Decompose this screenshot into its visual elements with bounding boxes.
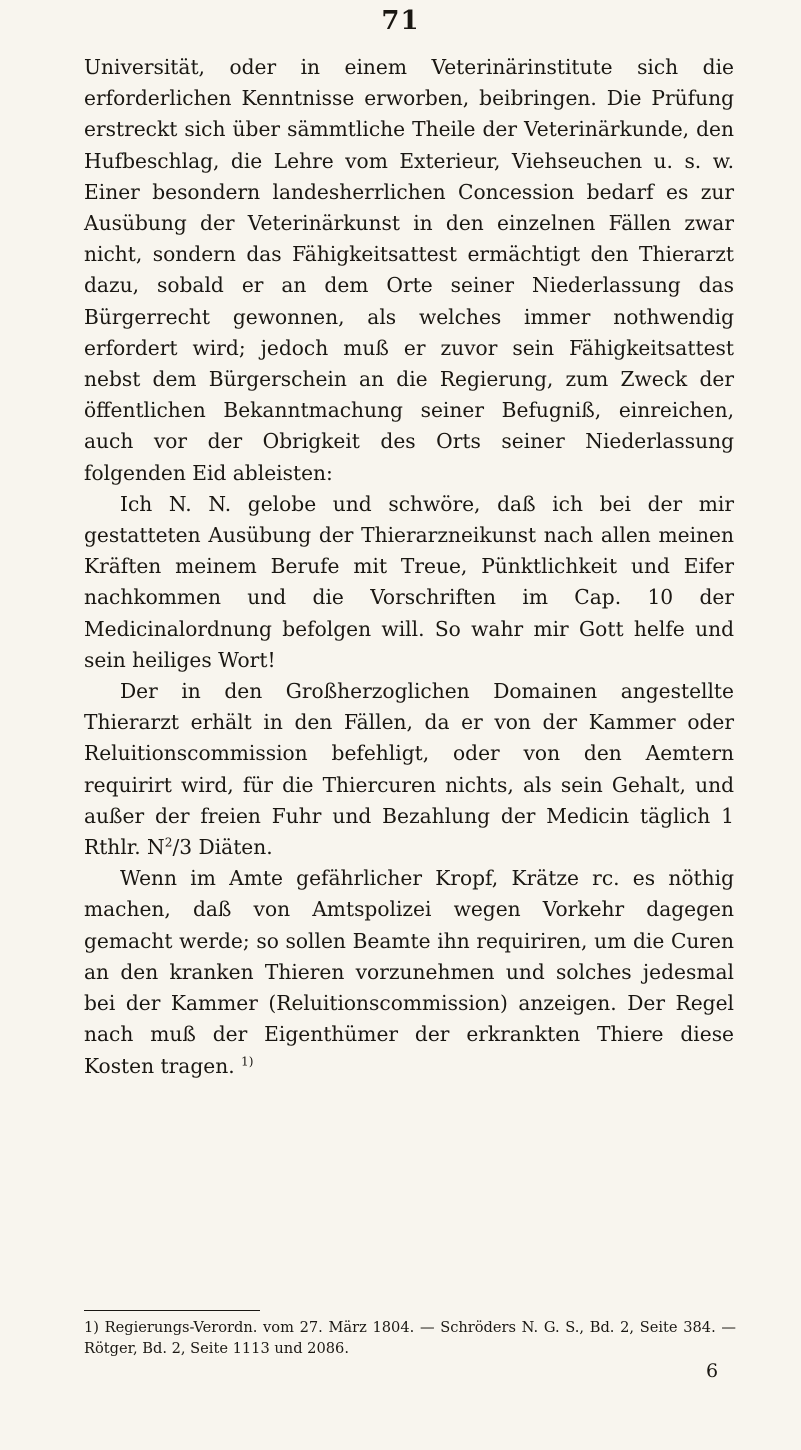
diaeten-rate <box>147 835 273 859</box>
paragraph-oath: Ich N. N. gelobe und schwöre, daß ich bei der mir gestatteten Ausübung der Thierarzneikunst nach allen meinen Kräften meinem Berufe mit Treue, Pünktlichkeit und Eifer nachkommen und die Vorschriften im Cap. 10 der Medicinalordnung befolgen will. So wahr mir Gott helfe und sein heiliges Wort! <box>84 491 734 672</box>
paragraph-epidemic-text: Wenn im Amte gefährlicher Kropf, Krätze rc. es nöthig machen, daß von Amtspolizei wegen Vorkehr dagegen gemacht werde; so sollen Beamte ihn requiriren, um die Curen an den kranken Thieren vorzunehmen und solches jedesmal bei der Kammer (Reluitionscommission) anzeigen. Der Regel nach muß der Eigenthümer der erkrankten Thiere diese Kosten tragen. <box>84 866 734 1078</box>
footnote: 1) Regierungs-Verordn. vom 27. März 1804. — Schröders N. G. S., Bd. 2, Seite 384. — Rötger, Bd. 2, Seite 1113 und 2086. <box>84 1319 736 1357</box>
paragraph-requirements: Universität, oder in einem Veterinärinstitute sich die erforderlichen Kenntnisse erworben, beibringen. Die Prüfung erstreckt sich über sämmtliche Theile der Veterinärkunde, den Hufbeschlag, die Lehre vom Exterieur, Viehseuchen u. s. w. Einer besondern landesherrlichen Concession bedarf es zur Ausübung der Veterinärkunst in den einzelnen Fällen zwar nicht, sondern das Fähigkeitsattest ermächtigt den Thierarzt dazu, sobald er an dem Orte seiner Niederlassung das Bürgerrecht gewonnen, als welches immer nothwendig erfordert wird; jedoch muß er zuvor sein Fähigkeitsattest nebst dem Bürgerschein an die Regierung, zum Zweck der öffentlichen Bekanntmachung seiner Befugniß, einreichen, auch vor der Obrigkeit des Orts seiner Niederlassung folgenden Eid ableisten: <box>84 55 734 485</box>
paragraph-epidemic <box>84 863 734 1081</box>
body-text <box>84 52 734 1082</box>
footnote-divider <box>84 1310 260 1311</box>
footnote-marker: 1) <box>241 1053 254 1068</box>
paragraph-domain-vet-text: Der in den Großherzoglichen Domainen angestellte Thierarzt erhält in den Fällen, da er von der Kammer oder Reluitionscommission befehligt, oder von den Aemtern requirirt wird, für die Thiercuren nichts, als sein Gehalt, und außer der freien Fuhr und Bezahlung der Medicin täglich 1 Rthlr. <box>84 679 734 860</box>
diaeten-prefix: N <box>147 835 165 860</box>
paragraph-domain-vet <box>84 676 734 863</box>
diaeten-word: Diäten. <box>198 835 273 860</box>
diaeten-fraction: /3 <box>172 835 193 860</box>
page-number: 71 <box>381 6 420 36</box>
diaeten-superscript: 2 <box>164 835 173 850</box>
signature-mark: 6 <box>706 1360 719 1382</box>
